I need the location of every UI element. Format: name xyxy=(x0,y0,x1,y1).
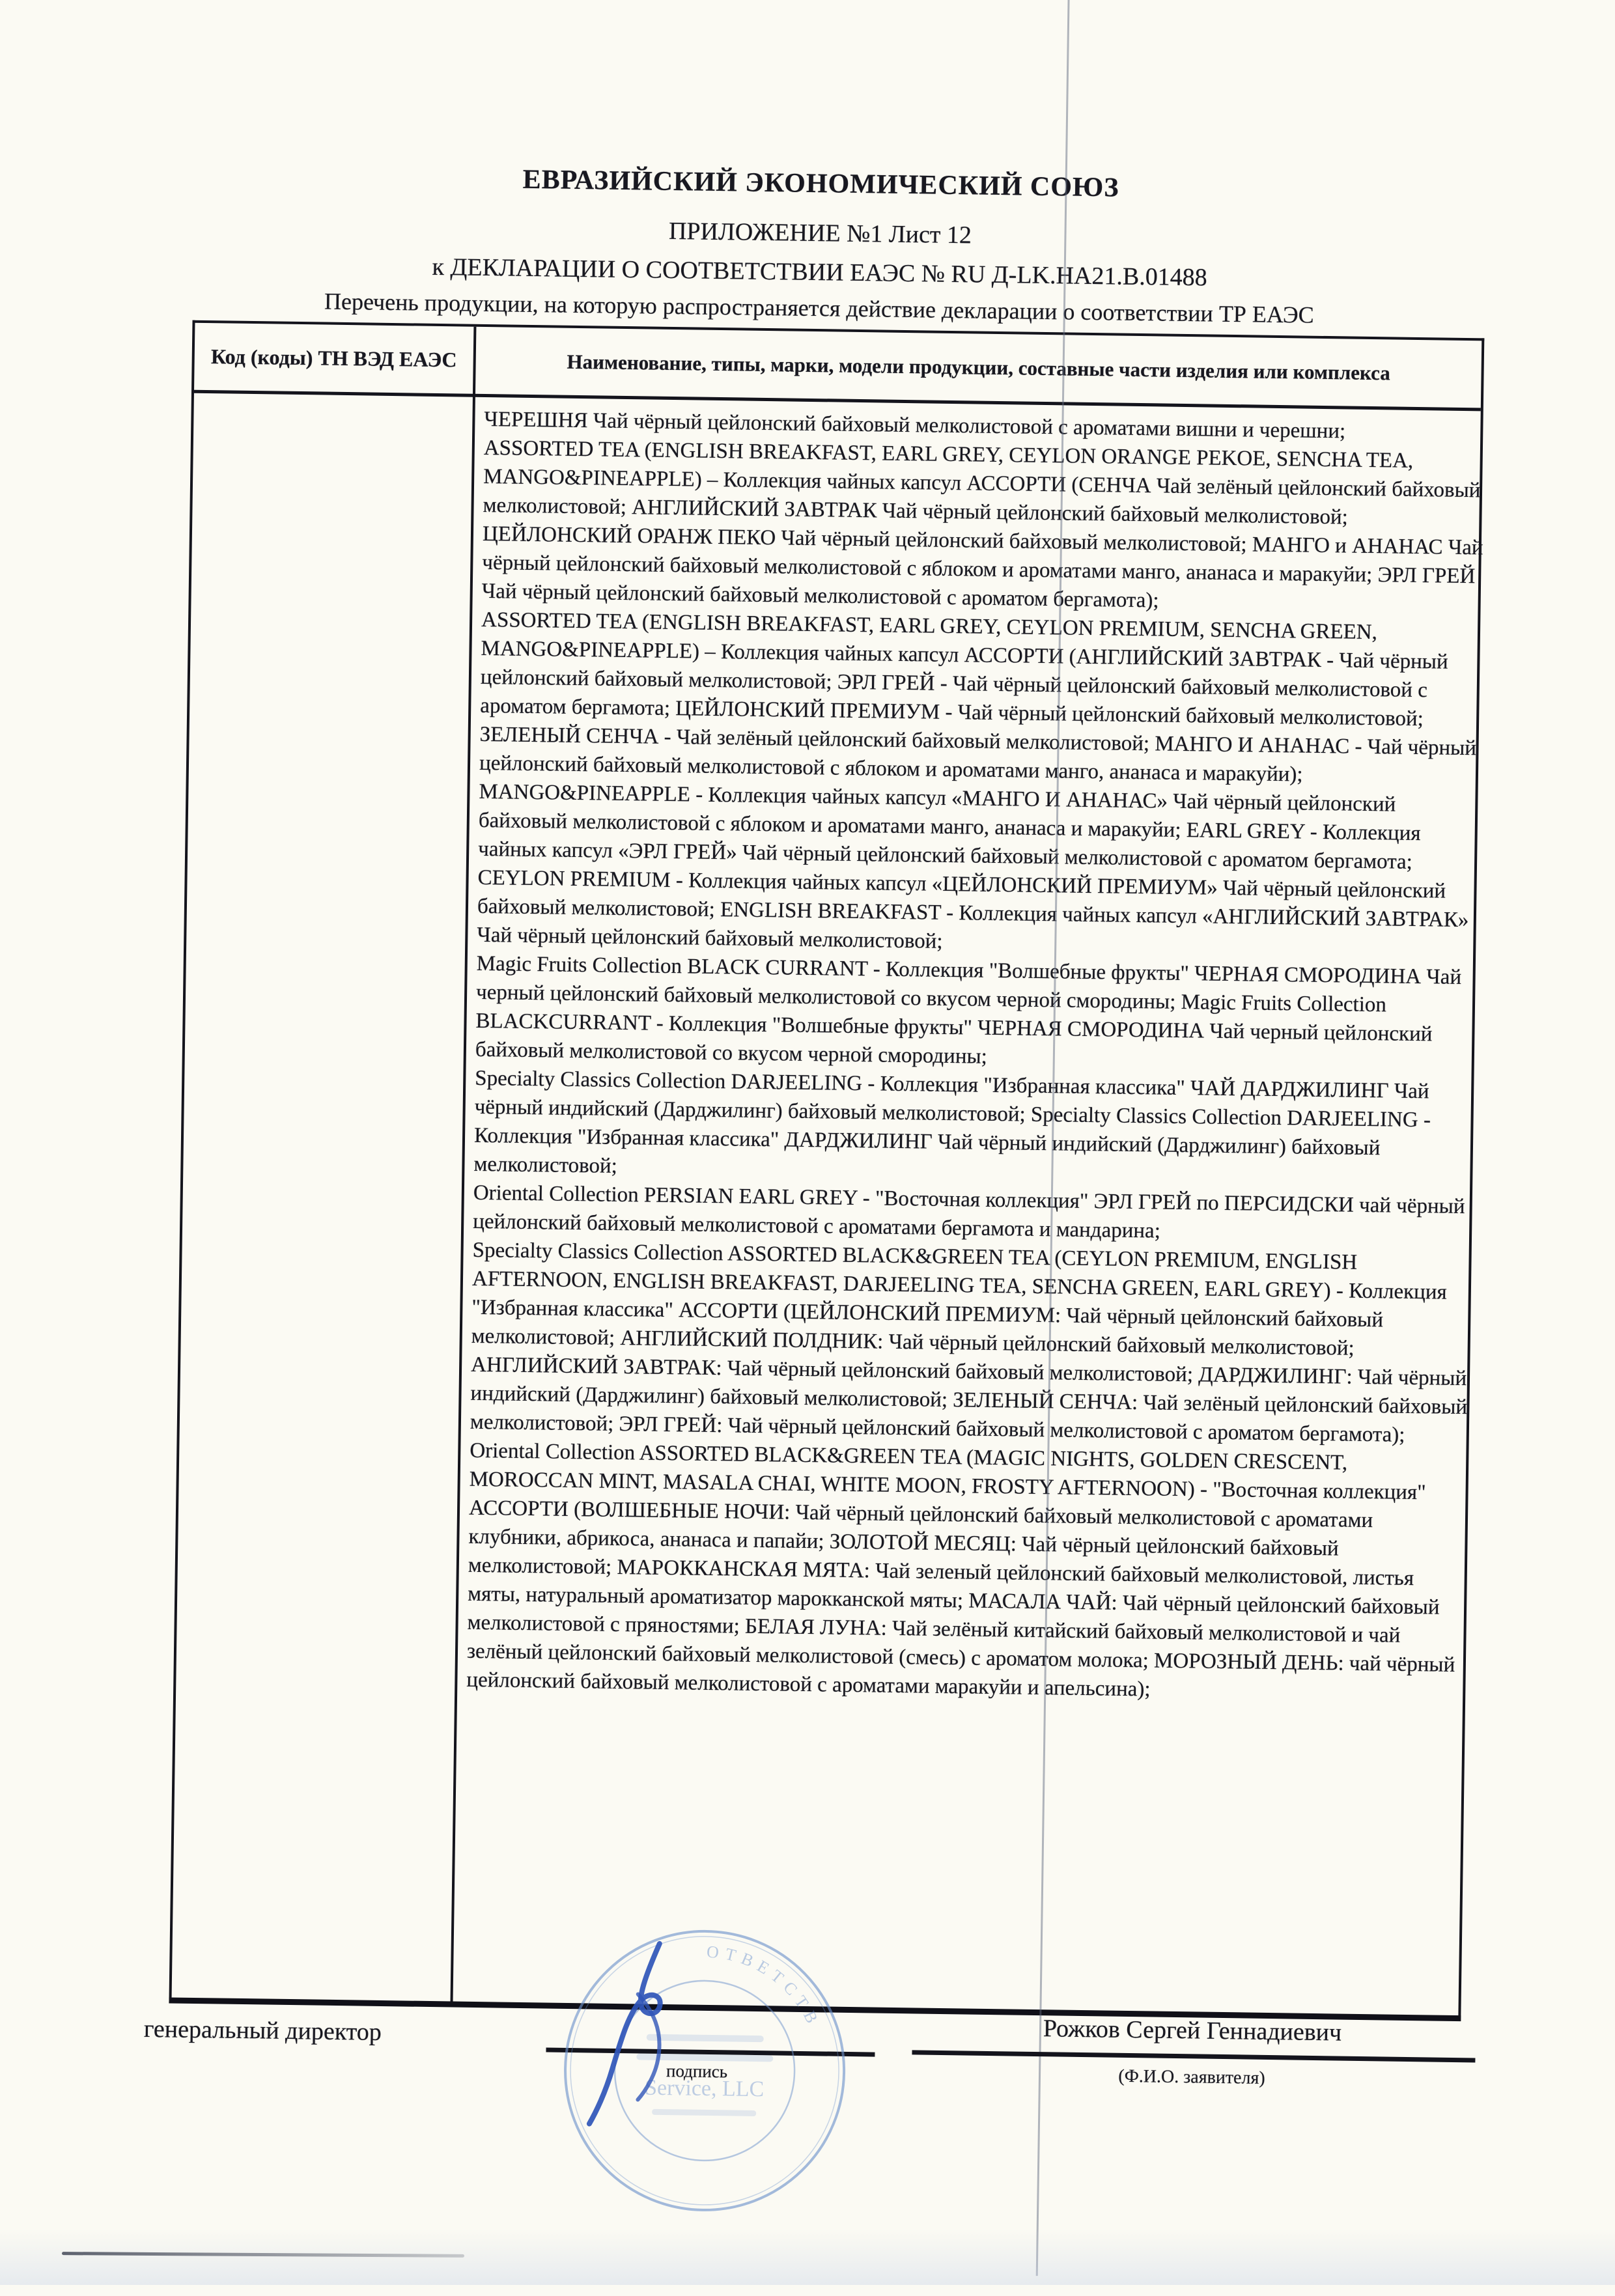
product-paragraph: Specialty Classics Collection DARJEELING - Коллекция "Избранная классика" ЧАЙ ДАРДЖИЛИНГ Чай чёрный индийский (Дарджилинг) байховый мелколистовой; Specialty Classics Collection DARJEELING - Коллекция "Избранная классика" ДАРДЖИЛИНГ Чай чёрный индийский (Дарджилинг) байховый мелколистовой; xyxy=(473,1066,1431,1178)
stamp-center-text: Service, LLC xyxy=(644,2075,765,2102)
table-column-divider xyxy=(451,327,477,2002)
scan-bottom-tint xyxy=(0,2230,1615,2285)
column-header-product-name: Наименование, типы, марки, модели продукции, составные части изделия или комплекса xyxy=(567,350,1391,384)
product-description-cell xyxy=(466,405,1485,1708)
signer-position-label: генеральный директор xyxy=(143,2015,382,2046)
appendix-sheet-line: ПРИЛОЖЕНИЕ №1 Лист 12 xyxy=(668,217,972,249)
applicant-name-line xyxy=(912,2050,1475,2062)
product-paragraph: ASSORTED TEA (ENGLISH BREAKFAST, EARL GREY, CEYLON PREMIUM, SENCHA GREEN, MANGO&PINEAPPLE) – Коллекция чайных капсул АССОРТИ (АНГЛИЙСКИЙ ЗАВТРАК - Чай чёрный цейлонский байховый мелколистовой; ЭРЛ ГРЕЙ - Чай чёрный цейлонский байховый мелколистовой с ароматом бергамота; ЦЕЙЛОНСКИЙ ПРЕМИУМ - Чай чёрный цейлонский байховый мелколистовой; ЗЕЛЕНЫЙ СЕНЧА - Чай зелёный цейлонский байховый мелколистовой; МАНГО И АНАНАС - Чай чёрный цейлонский байховый мелколистовой с яблоком и ароматами манго, ананаса и маракуйи); xyxy=(479,608,1477,787)
signature-caption: подпись xyxy=(666,2061,728,2082)
product-paragraph: ASSORTED TEA (ENGLISH BREAKFAST, EARL GREY, CEYLON ORANGE PEKOE, SENCHA TEA, MANGO&PINEAPPLE) – Коллекция чайных капсул АССОРТИ (СЕНЧА Чай зелёный цейлонский байховый мелколистовой; АНГЛИЙСКИЙ ЗАВТРАК Чай чёрный цейлонский байховый мелколистовой; ЦЕЙЛОНСКИЙ ОРАНЖ ПЕКО Чай чёрный цейлонский байховый мелколистовой; МАНГО и АНАНАС Чай чёрный цейлонский байховый мелколистовой с яблоком и ароматами манго, ананаса и маракуйи; ЭРЛ ГРЕЙ Чай чёрный цейлонский байховый мелколистовой с ароматом бергамота); xyxy=(481,436,1483,613)
column-header-tnved-code: Код (коды) ТН ВЭД ЕАЭС xyxy=(210,344,457,372)
declaration-number-line: к ДЕКЛАРАЦИИ О СООТВЕТСТВИИ ЕАЭС № RU Д-LK.HA21.B.01488 xyxy=(432,253,1208,292)
product-table xyxy=(169,320,1484,2021)
document-title: ЕВРАЗИЙСКИЙ ЭКОНОМИЧЕСКИЙ СОЮЗ xyxy=(522,164,1119,203)
product-paragraph: Magic Fruits Collection BLACK CURRANT - Коллекция "Волшебные фрукты" ЧЕРНАЯ СМОРОДИНА Чай черный цейлонский байховый мелколистовой со вкусом черной смородины; Magic Fruits Collection BLACKCURRANT - Коллекция "Волшебные фрукты" ЧЕРНАЯ СМОРОДИНА Чай черный цейлонский байховый мелколистовой со вкусом черной смородины; xyxy=(475,951,1462,1069)
product-paragraph: ЧЕРЕШНЯ Чай чёрный цейлонский байховый мелколистовой с ароматами вишни и черешни; xyxy=(484,407,1346,443)
table-header-row xyxy=(194,323,1482,412)
product-list-subtitle: Перечень продукции, на которую распространяется действие декларации о соответствии ТР ЕАЭС xyxy=(324,288,1315,328)
stamp-ring-text: ОТВЕТСТВ xyxy=(705,1942,824,2032)
product-paragraph: Oriental Collection PERSIAN EARL GREY - "Восточная коллекция" ЭРЛ ГРЕЙ по ПЕРСИДСКИ чай чёрный цейлонский байховый мелколистовой с ароматами бергамота и мандарина; xyxy=(472,1181,1465,1243)
signature-scribble xyxy=(559,1931,796,2142)
product-paragraph: Oriental Collection ASSORTED BLACK&GREEN TEA (MAGIC NIGHTS, GOLDEN CRESCENT, MOROCCAN MINT, MASALA CHAI, WHITE MOON, FROSTY AFTERNOON) - "Восточная коллекция" АССОРТИ (ВОЛШЕБНЫЕ НОЧИ: Чай чёрный цейлонский байховый мелколистовой с ароматами клубники, абрикоса, ананаса и папайи; ЗОЛОТОЙ МЕСЯЦ: Чай чёрный цейлонский байховый мелколистовой; МАРОККАНСКАЯ МЯТА: Чай зеленый цейлонский байховый мелколистовой, листья мяты, натуральный ароматизатор марокканской мяты; МАСАЛА ЧАЙ: Чай чёрный цейлонский байховый мелколистовой с пряностями; БЕЛАЯ ЛУНА: Чай зелёный китайский байховый мелколистовой и чай зелёный цейлонский байховый мелколистовой (смесь) с ароматом молока; МОРОЗНЫЙ ДЕНЬ: чай чёрный цейлонский байховый мелколистовой с ароматами маракуйи и апельсина); xyxy=(466,1438,1455,1701)
applicant-name: Рожков Сергей Геннадиевич xyxy=(1043,2015,1342,2047)
product-paragraph: MANGO&PINEAPPLE - Коллекция чайных капсул «МАНГО И АНАНАС» Чай чёрный цейлонский байховый мелколистовой с яблоком и ароматами манго, ананаса и маракуйи; EARL GREY - Коллекция чайных капсул «ЭРЛ ГРЕЙ» Чай чёрный цейлонский байховый мелколистовой с ароматом бергамота; CEYLON PREMIUM - Коллекция чайных капсул «ЦЕЙЛОНСКИЙ ПРЕМИУМ» Чай чёрный цейлонский байховый мелколистовой; ENGLISH BREAKFAST - Коллекция чайных капсул «АНГЛИЙСКИЙ ЗАВТРАК» Чай чёрный цейлонский байховый мелколистовой; xyxy=(477,779,1469,953)
applicant-name-caption: (Ф.И.О. заявителя) xyxy=(1118,2065,1265,2088)
product-paragraph: Specialty Classics Collection ASSORTED BLACK&GREEN TEA (CEYLON PREMIUM, ENGLISH AFTERNOON, ENGLISH BREAKFAST, DARJEELING TEA, SENCHA GREEN, EARL GREY) - Коллекция "Избранная классика" АССОРТИ (ЦЕЙЛОНСКИЙ ПРЕМИУМ: Чай чёрный цейлонский байховый мелколистовой; АНГЛИЙСКИЙ ПОЛДНИК: Чай чёрный цейлонский байховый мелколистовой; АНГЛИЙСКИЙ ЗАВТРАК: Чай чёрный цейлонский байховый мелколистовой; ДАРДЖИЛИНГ: Чай чёрный индийский (Дарджилинг) байховый мелколистовой; ЗЕЛЕНЫЙ СЕНЧА: Чай зелёный цейлонский байховый мелколистовой; ЭРЛ ГРЕЙ: Чай чёрный цейлонский байховый мелколистовой с ароматом бергамота); xyxy=(470,1238,1468,1447)
